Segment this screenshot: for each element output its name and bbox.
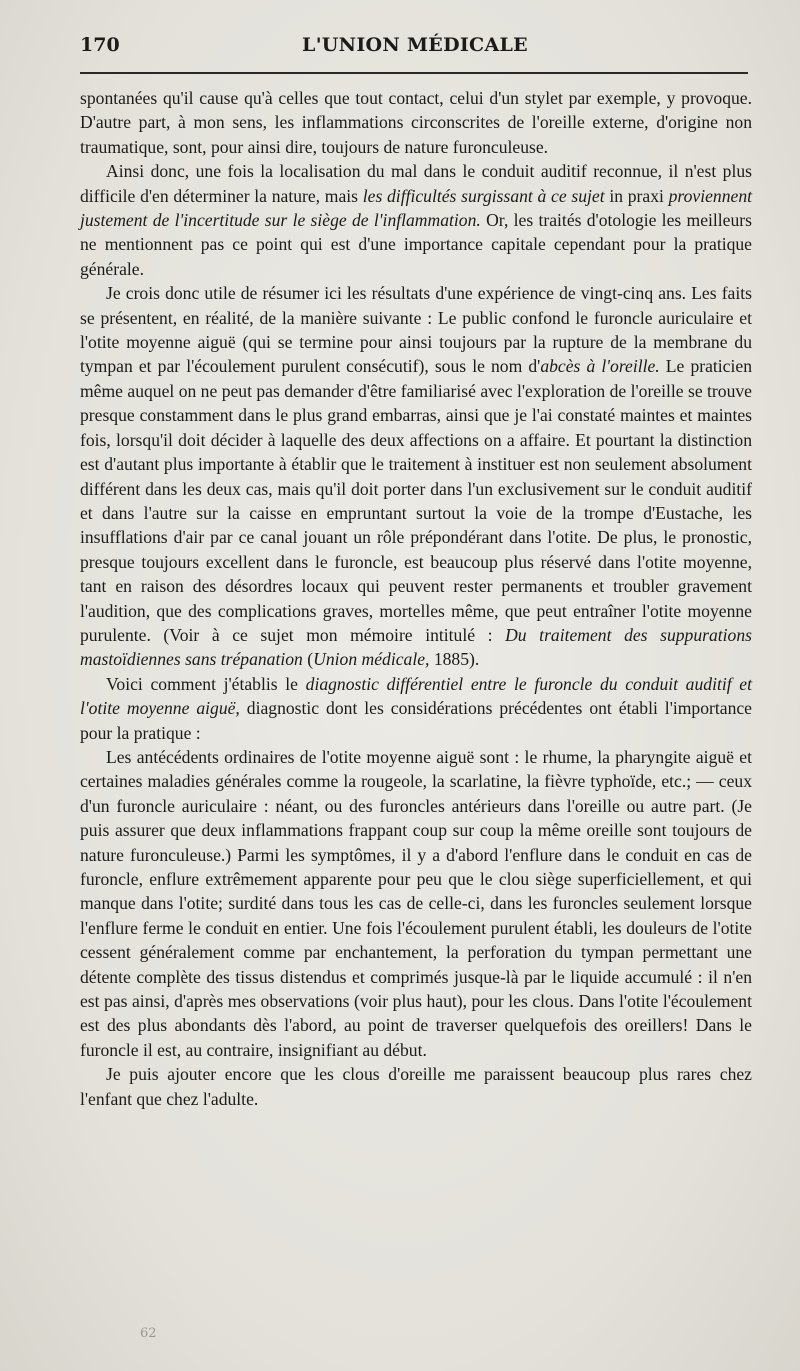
text-run: Je puis ajouter encore que les clous d'oreille me paraissent beaucoup plus rares chez l'enfant que chez l'adulte.: [80, 1064, 752, 1109]
paragraph: [80, 672, 752, 745]
text-run: (: [302, 649, 314, 670]
text-run: 1885).: [429, 649, 480, 670]
paragraph: [80, 86, 752, 159]
italic-run: les difficultés surgissant à ce sujet: [362, 185, 605, 206]
italic-run: proviennent justement de l'incertitude sur le siège de l'inflammation.: [80, 185, 753, 231]
text-run: Voici comment j'établis le: [106, 673, 306, 694]
text-run: in praxi: [604, 185, 669, 206]
italic-run: diagnostic différentiel entre le furoncle du conduit auditif et l'otite moyenne aiguë,: [80, 673, 752, 719]
text-run: diagnostic dont les considérations précédentes ont établi l'importance pour la pratique :: [80, 698, 752, 743]
signature-mark: 62: [140, 1326, 157, 1341]
text-run: Je crois donc utile de résumer ici les résultats d'une expérience de vingt-cinq ans. Les faits se présentent, en réalité, de la manière suivante : Le public confond le furoncle auriculaire et l'otite moyenne aiguë (qui se termine pour ainsi toujours par la rupture de la membrane du tympan et par l'écoulement purulent consécutif), sous le nom d': [80, 283, 752, 377]
page-header: [80, 30, 750, 70]
text-run: Les antécédents ordinaires de l'otite moyenne aiguë sont : le rhume, la pharyngite aiguë et certaines maladies générales comme la rougeole, la scarlatine, la fièvre typhoïde, etc.; — ceux d'un furoncle auriculaire : néant, ou des furoncles antérieurs dans l'oreille ou autre part. (Je puis assurer que deux inflammations frappant coup sur coup la même oreille sont toujours de nature furonculeuse.) Parmi les symptômes, il y a d'abord l'enflure dans le conduit en cas de furoncle, enflure extrêmement apparente pour peu que le clou siège superficiellement, et qui manque dans l'otite; surdité dans tous les cas de celle-ci, dans les furoncles seulement lorsque l'enflure ferme le conduit en entier. Une fois l'écoulement purulent établi, les douleurs de l'otite cessent généralement comme par enchantement, la perforation du tympan permettant une détente complète des tissus distendus et comprimés jusque-là par le liquide accumulé : il n'en est pas ainsi, d'après mes observations (voir plus haut), pour les clous. Dans l'otite l'écoulement est des plus abondants dès l'abord, au point de traverser quelquefois des oreillers! Dans le furoncle il est, au contraire, insignifiant au début.: [80, 746, 752, 1060]
italic-run: Union médicale,: [313, 649, 430, 670]
paragraph: [80, 745, 752, 1062]
text-run: Le praticien même auquel on ne peut pas demander d'être familiarisé avec l'exploration de l'oreille se trouve presque constamment dans le plus grand embarras, ainsi que je l'ai constaté maintes et maintes fois, lorsqu'il doit décider à laquelle des deux affections on a affaire. Et pourtant la distinction est d'autant plus importante à établir que le traitement à instituer est non seulement absolument différent dans les deux cas, mais qu'il doit porter dans l'un exclusivement sur le conduit auditif et dans l'autre sur la caisse en empruntant surtout la voie de la trompe d'Eustache, les insufflations d'air par ce canal jouant un rôle prépondérant dans l'otite. De plus, le pronostic, presque toujours excellent dans le furoncle, est beaucoup plus réservé dans l'otite moyenne, tant en raison des désordres locaux qui peuvent rester permanents et troubler gravement l'audition, que des complications graves, mortelles même, que peut entraîner l'otite moyenne purulente. (Voir à ce sujet mon mémoire intitulé :: [80, 356, 752, 645]
body-text: [80, 86, 752, 1111]
text-run: Ainsi donc, une fois la localisation du mal dans le conduit auditif reconnue, il n'est plus difficile d'en déterminer la nature, mais: [80, 161, 752, 206]
running-title: L'UNION MÉDICALE: [302, 34, 528, 56]
paragraph: [80, 1062, 752, 1111]
italic-run: Du traitement des suppurations mastoïdiennes sans trépanation: [80, 624, 752, 670]
text-run: spontanées qu'il cause qu'à celles que tout contact, celui d'un stylet par exemple, y provoque. D'autre part, à mon sens, les inflammations circonscrites de l'oreille externe, d'origine non traumatique, sont, pour ainsi dire, toujours de nature furonculeuse.: [80, 88, 752, 157]
header-rule: [80, 72, 748, 74]
paragraph: [80, 281, 752, 672]
italic-run: abcès à l'oreille.: [540, 356, 660, 377]
text-run: Or, les traités d'otologie les meilleurs ne mentionnent pas ce point qui est d'une importance capitale cependant pour la pratique générale.: [80, 210, 752, 279]
paragraph: [80, 159, 752, 281]
page-number: 170: [80, 34, 120, 56]
